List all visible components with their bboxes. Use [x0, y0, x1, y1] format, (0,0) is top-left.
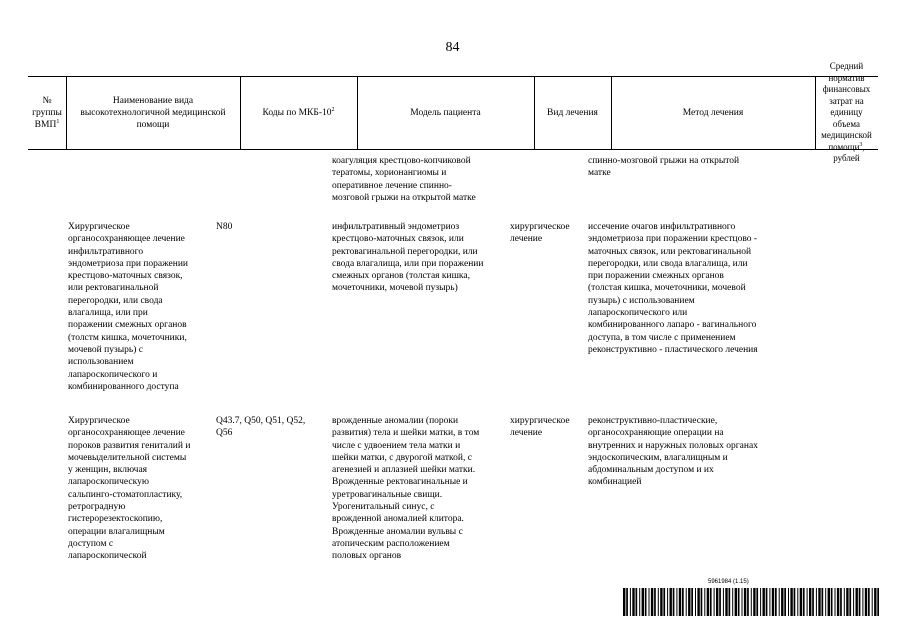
barcode-bar — [695, 588, 696, 616]
barcode-bar — [676, 588, 677, 616]
barcode-bar — [790, 588, 792, 616]
barcode-bar — [763, 588, 765, 616]
barcode-bar — [844, 588, 845, 616]
row-1-treatment-method: иссечение очагов инфильтративного эндометриоза при поражении крестцово - маточных связок, или ректовагинальной перегородки, или свода влагалища, или при поражении смежных органов (толстая кишка, мочеточники, мочевой пузырь) с использованием лапароскопического или комбинированного лапаро - вагинального доступа, в том числе с применением реконструктивно - пластического лечения — [588, 222, 758, 355]
row-2-patient-model: врожденные аномалии (пороки развития) тела и шейки матки, в том числе с удвоением тела матки и шейки матки, с двурогой маткой, с агенезией и аплазией шейки матки. Врожденные ректовагинальные и уретровагинальные свищи. Урогенитальный синус, с врожденной аномалией клитора. Врожденные аномалии вульвы с атопическим расположением половых органов — [332, 416, 480, 562]
barcode-bar — [710, 588, 712, 616]
barcode-bar — [825, 588, 826, 616]
header-group-number-text: № группы ВМП — [32, 96, 62, 130]
header-cost-standard-text: Средний норматив финансовых затрат на единицу объема медицинской помощи — [821, 61, 872, 152]
header-cost-standard-unit: , рублей — [833, 141, 865, 164]
header-care-type-text: Наименование вида высокотехнологичной медицинской помощи — [80, 96, 226, 130]
barcode-bar — [846, 588, 848, 616]
barcode-bar — [735, 588, 737, 616]
barcode-bar — [794, 588, 796, 616]
barcode-bar — [742, 588, 743, 616]
barcode-bar — [753, 588, 755, 616]
row-2-treatment-type: хирургическое лечение — [510, 416, 570, 439]
barcode-bar — [840, 588, 842, 616]
barcode-bar — [623, 588, 625, 616]
barcode-bar — [632, 588, 634, 616]
barcode-bar — [853, 588, 854, 616]
barcode-bar — [663, 588, 665, 616]
row-1-patient-model: инфильтративный эндометриоз крестцово-маточных связок, или ректовагинальной перегородки, или свода влагалища, или при поражении смежных органов (толстая кишка, мочеточники, мочевой пузырь) — [332, 222, 484, 294]
row-1-icd-codes: N80 — [216, 222, 233, 232]
barcode-bar — [835, 588, 836, 616]
row-2-care-type: Хирургическое органосохраняющее лечение пороков развития гениталий и мочевыделительной системы у женщин, включая лапароскопическую сальпинго-стоматопластику, ретроградную гистерорезектоскопию, операции влагалищным доступом с лапароскопической — [68, 416, 191, 562]
barcode-bar — [868, 588, 870, 616]
barcode-bar — [639, 588, 640, 616]
row-0-patient-model: коагуляция крестцово-копчиковой тератомы, хорионангиомы и оперативное лечение спинно- мозговой грыжи на открытой матке — [332, 156, 476, 203]
barcode-bar — [686, 588, 687, 616]
barcode-bar — [865, 588, 867, 616]
footnote-1-mark: 1 — [56, 118, 60, 125]
barcode-bar — [779, 588, 780, 616]
header-care-type — [66, 77, 240, 149]
barcode-bar — [818, 588, 820, 616]
barcode-bar — [769, 588, 770, 616]
header-treatment-type — [534, 77, 611, 149]
barcode-bar — [729, 588, 731, 616]
barcode-bar — [831, 588, 833, 616]
barcode-bar — [828, 588, 830, 616]
barcode-bar — [654, 588, 656, 616]
barcode-bar — [788, 588, 789, 616]
barcode-bar — [859, 588, 861, 616]
row-0-treatment-method: спинно-мозговой грыжи на открытой матке — [588, 156, 740, 179]
header-treatment-type-text: Вид лечения — [547, 108, 598, 118]
barcode-bar — [716, 588, 718, 616]
barcode-bar — [682, 588, 684, 616]
barcode-bar — [760, 588, 761, 616]
barcode-bar — [670, 588, 672, 616]
barcode-bar — [649, 588, 650, 616]
barcode-bar — [877, 588, 879, 616]
header-treatment-method-text: Метод лечения — [682, 108, 744, 118]
barcode-bar — [738, 588, 740, 616]
header-icd-codes — [240, 77, 357, 149]
barcode-bar — [679, 588, 681, 616]
barcode-bar — [797, 588, 798, 616]
barcode-bar — [697, 588, 699, 616]
barcode-bar — [707, 588, 709, 616]
barcode-bar — [723, 588, 724, 616]
barcode-bar — [744, 588, 746, 616]
barcode-bar — [781, 588, 783, 616]
header-patient-model — [357, 77, 534, 149]
barcode-bar — [775, 588, 777, 616]
barcode — [623, 588, 880, 616]
barcode-bar — [816, 588, 817, 616]
barcode-bar — [856, 588, 858, 616]
barcode-bar — [849, 588, 851, 616]
footnote-3-mark: 3 — [859, 141, 863, 148]
barcode-number: 5961984 (1.15) — [708, 579, 749, 585]
barcode-bar — [636, 588, 638, 616]
barcode-bar — [747, 588, 749, 616]
barcode-bar — [691, 588, 693, 616]
barcode-bar — [719, 588, 721, 616]
barcode-bar — [766, 588, 768, 616]
barcode-bar — [807, 588, 808, 616]
barcode-bar — [837, 588, 839, 616]
barcode-bar — [667, 588, 668, 616]
barcode-bar — [714, 588, 715, 616]
barcode-bar — [701, 588, 703, 616]
barcode-bar — [651, 588, 653, 616]
barcode-bar — [800, 588, 802, 616]
header-cost-standard — [815, 61, 878, 164]
header-icd-codes-text: Коды по МКБ-10 — [262, 108, 332, 118]
barcode-bar — [809, 588, 811, 616]
row-2-icd-codes: Q43.7, Q50, Q51, Q52, Q56 — [216, 416, 306, 439]
barcode-bar — [872, 588, 873, 616]
barcode-bar — [812, 588, 814, 616]
barcode-bar — [630, 588, 631, 616]
barcode-bar — [756, 588, 758, 616]
row-1-care-type: Хирургическое органосохраняющее лечение инфильтративного эндометриоза при поражении крестцово-маточных связок, или ректовагинальной перегородки, или свода влагалища, или при поражении смежных органов (толстм кишка, мочеточники, мочевой пузырь) с использованием лапароскопического и комбинированного доступа — [68, 222, 188, 392]
barcode-bar — [673, 588, 675, 616]
barcode-bar — [862, 588, 863, 616]
barcode-bar — [874, 588, 876, 616]
table-header — [28, 61, 878, 164]
barcode-bar — [772, 588, 774, 616]
barcode-bar — [704, 588, 705, 616]
barcode-bar — [626, 588, 628, 616]
barcode-bar — [642, 588, 644, 616]
barcode-bar — [822, 588, 824, 616]
page-number: 84 — [445, 40, 460, 55]
barcode-bar — [803, 588, 805, 616]
header-patient-model-text: Модель пациента — [410, 108, 481, 118]
barcode-bar — [784, 588, 786, 616]
barcode-bar — [751, 588, 752, 616]
barcode-bar — [645, 588, 647, 616]
footnote-2-mark: 2 — [331, 106, 335, 113]
row-2-treatment-method: реконструктивно-пластические, органосохраняющие операции на внутренних и наружных половых органах эндоскопическим, влагалищным и абдоминальным доступом и их комбинацией — [588, 416, 758, 488]
barcode-bar — [732, 588, 733, 616]
row-1-treatment-type: хирургическое лечение — [510, 222, 570, 245]
barcode-bar — [660, 588, 662, 616]
header-treatment-method — [611, 77, 815, 149]
barcode-bar — [658, 588, 659, 616]
barcode-bar — [725, 588, 727, 616]
barcode-bar — [688, 588, 690, 616]
header-group-number — [28, 77, 66, 149]
